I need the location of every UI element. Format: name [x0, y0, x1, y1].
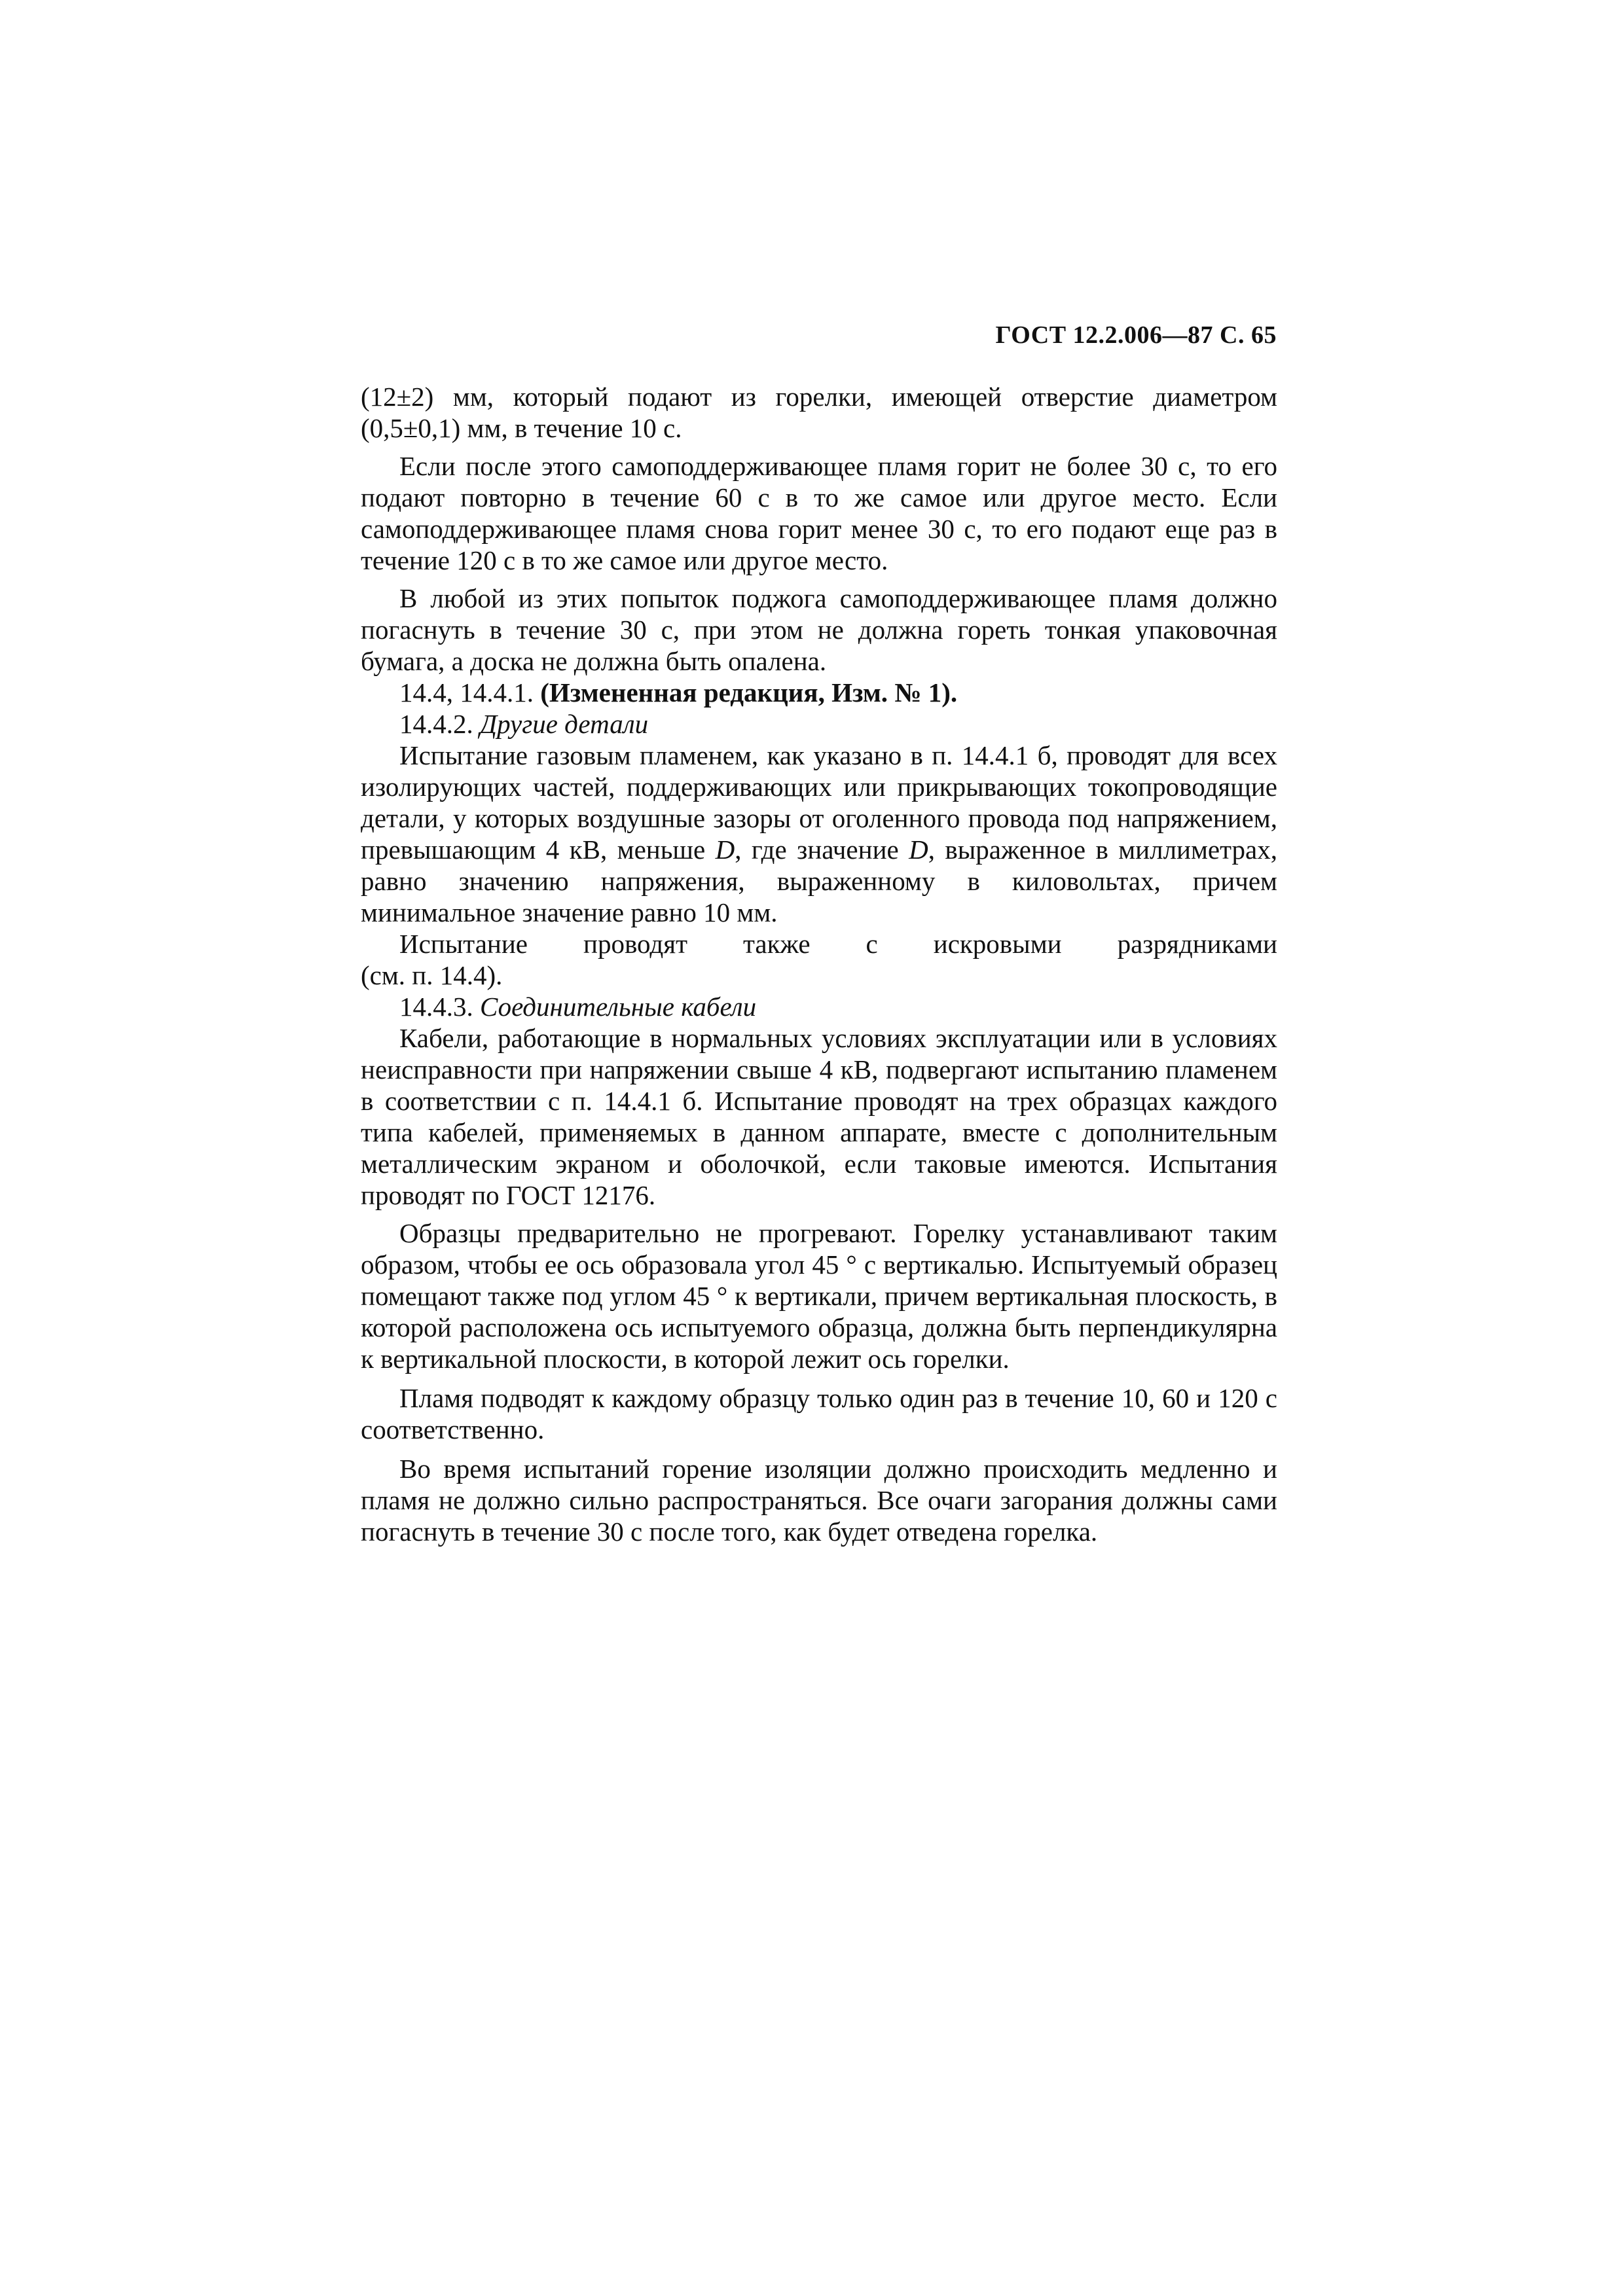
section-title: Соединительные кабели: [480, 992, 757, 1022]
paragraph-continuation: (12±2) мм, который подают из горелки, имеющей отверстие диаметром (0,5±0,1) мм, в течение 10 с.: [361, 382, 1277, 443]
paragraph-repeat-flame: Если после этого самоподдерживающее пламя горит не более 30 с, то его подают повторно в течение 60 с в то же самое или другое место. Если самоподдерживающее пламя снова горит менее 30 с, то его подают еще раз в течение 120 с в то же самое или другое место.: [361, 451, 1277, 575]
variable-d: D: [909, 834, 928, 865]
section-number: 14.4.2.: [399, 709, 473, 739]
variable-d: D: [715, 834, 735, 865]
section-number: 14.4.3.: [399, 992, 473, 1022]
section-number: 14.4, 14.4.1.: [399, 677, 534, 708]
section-14-4-1-note: [361, 677, 1277, 708]
paragraph-spark-gap-ref: (см. п. 14.4).: [361, 960, 503, 990]
paragraph-ignition-attempts: В любой из этих попыток поджога самоподдерживающее пламя должно погаснуть в течение 30 с, при этом не должна гореть тонкая упаковочная бумага, а доска не должна быть опалена.: [361, 583, 1277, 676]
paragraph-cables: Кабели, работающие в нормальных условиях эксплуатации или в условиях неисправности при напряжении свыше 4 кВ, подвергают испытанию пламенем в соответствии с п. 14.4.1 б. Испытание проводят на трех образцах каждого типа кабелей, применяемых в данном аппарате, вместе с дополнительным металлическим экраном и оболочкой, если таковые имеются. Испытания проводят по ГОСТ 12176.: [361, 1023, 1277, 1210]
paragraph-flame-application: Пламя подводят к каждому образцу только один раз в течение 10, 60 и 120 с соответственно.: [361, 1383, 1277, 1444]
amendment-note: (Измененная редакция, Изм. № 1).: [540, 677, 958, 708]
section-title: Другие детали: [480, 709, 649, 739]
paragraph-gas-flame-test: Испытание газовым пламенем, как указано в п. 14.4.1 б, проводят для всех изолирующих частей, поддерживающих или прикрывающих токопроводящие детали, у которых воздушные зазоры от оголенного провода под напряжением, превышающим 4 кВ, меньше D, где значение D, выраженное в миллиметрах, равно значению напряжения, выраженному в киловольтах, причем минимальное значение равно 10 мм.: [361, 740, 1277, 927]
section-14-4-2-heading: [361, 708, 1277, 740]
section-14-4-3-heading: [361, 991, 1277, 1022]
running-header: ГОСТ 12.2.006—87 С. 65: [995, 321, 1277, 349]
paragraph-spark-gap-line: Испытание проводят также с искровыми разрядниками: [399, 929, 1277, 959]
paragraph-samples: Образцы предварительно не прогревают. Горелку устанавливают таким образом, чтобы ее ось образовала угол 45 ° с вертикалью. Испытуемый образец помещают также под углом 45 ° к вертикали, причем вертикальная плоскость, в которой расположена ось испытуемого образца, должна быть перпендикулярна к вертикальной плоскости, в которой лежит ось горелки.: [361, 1218, 1277, 1374]
page-body: [361, 381, 1277, 1547]
paragraph-burning-behavior: Во время испытаний горение изоляции должно происходить медленно и пламя не должно сильно распространяться. Все очаги загорания должны сами погаснуть в течение 30 с после того, как будет отведена горелка.: [361, 1454, 1277, 1547]
